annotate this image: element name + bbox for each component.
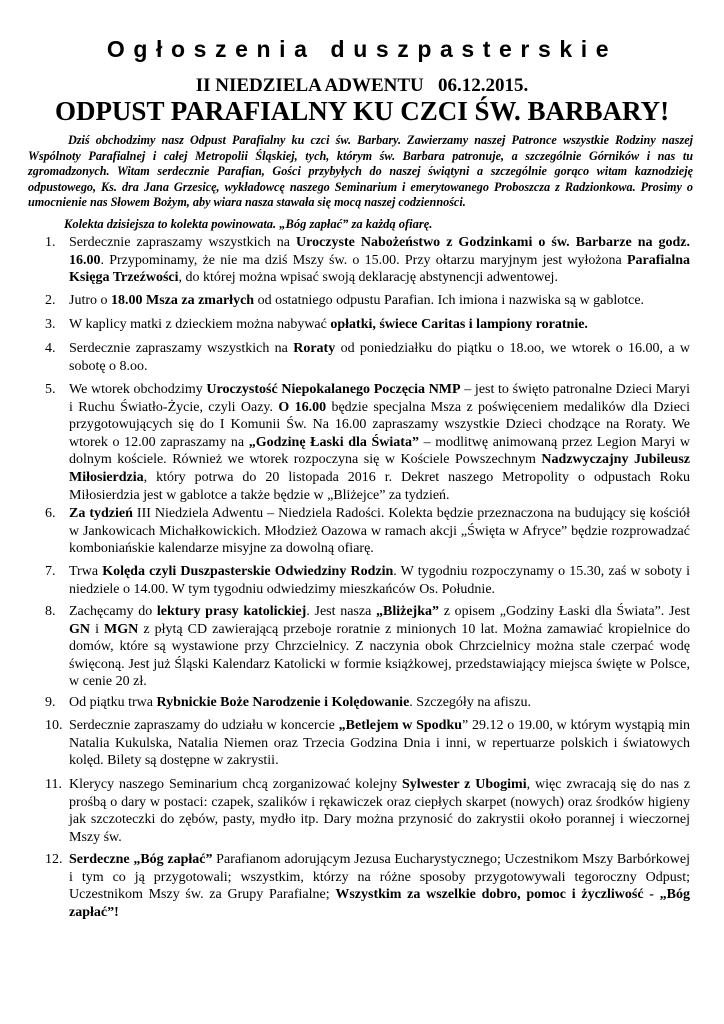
item-text <box>69 776 690 846</box>
body-text: Parafianom adorującym Jezusa Eucharystycznego; Uczestnikom Mszy Barbórkowej i tym co ją przygotowali; wszystkim, którzy na różne sposoby przygotowywali tegoroczny Odpust; Uczestnikom Mszy św. za Grupy Parafialne; <box>69 852 691 903</box>
emphasis-text: Parafialna Księga Trzeźwości <box>69 252 690 286</box>
item-number: 5. <box>45 382 56 397</box>
item-text <box>69 316 690 334</box>
body-text: – modlitwę animowaną przez Legion Maryi w dolnym kościele. Również we wtorek rozpoczyna się w Kościele Powszechnym <box>69 434 690 468</box>
body-text: – jest to święto patronalne Dzieci Maryi i Ruchu Światło-Życie, czyli Oazy. <box>69 382 691 415</box>
body-text: z opisem „Godziny Łaski dla Świata”. Jest <box>439 604 690 619</box>
body-text: i <box>90 621 105 637</box>
emphasis-text: Uroczystość Niepokalanego Poczęcia NMP <box>206 382 461 397</box>
item-text <box>69 851 690 921</box>
emphasis-text: „Godzinę Łaski dla Świata” <box>248 434 419 450</box>
headline: ODPUST PARAFIALNY KU CZCI ŚW. BARBARY! <box>54 96 670 126</box>
item-number: 8. <box>45 604 56 619</box>
collection-note: Kolekta dzisiejsza to kolekta powinowata. „Bóg zapłać” za każdą ofiarę. <box>64 217 433 231</box>
emphasis-text: Uroczyste Nabożeństwo z Godzinkami o św. Barbarze na godz. 16.00 <box>69 235 691 268</box>
body-text: Trwa <box>69 564 103 579</box>
item-text <box>69 505 690 558</box>
emphasis-text: MGN <box>104 621 139 637</box>
item-number: 3. <box>45 317 56 332</box>
body-text: ” 29.12 o 19.00, w którym wystąpią min Natalia Kukulska, Natalia Niemen oraz Trzecia Godzina Dnia i inni, w repertuarze polskich i światowych kolęd. Bilety są dostępne w zakrystii. <box>69 718 690 769</box>
body-text: Od piątku trwa <box>69 695 157 710</box>
item-number: 2. <box>45 293 56 308</box>
item-text <box>69 694 690 712</box>
announcement-item <box>45 717 690 770</box>
item-number: 4. <box>45 341 56 356</box>
body-text: W kaplicy matki z dzieckiem można nabywać <box>69 317 331 332</box>
body-text: od poniedziałku do piątku o 18.oo, we wtorek o 16.00, a w sobotę o 8.oo. <box>69 341 691 374</box>
item-number: 12. <box>45 852 63 867</box>
emphasis-text: 18.00 Msza za zmarłych <box>111 293 255 308</box>
body-text: Zachęcamy do <box>69 604 157 619</box>
emphasis-text: „Bliżejka” <box>376 604 439 619</box>
announcement-item <box>45 694 690 712</box>
emphasis-text: Roraty <box>293 341 336 356</box>
announcement-item <box>45 234 690 287</box>
body-text: , więc zwracają się do nas z prośbą o dary w postaci: czapek, szalików i rękawiczek oraz ciepłych skarpet (nowych) oraz środków higieny jak szczoteczki do zębów, pasty, mydło itp. Dary można przynosić do zakrystii około porannej i wieczornej Mszy św. <box>69 777 690 845</box>
item-text <box>69 340 690 375</box>
item-text <box>69 292 690 310</box>
item-text <box>69 234 690 287</box>
emphasis-text: O 16.00 <box>278 399 327 415</box>
announcement-item <box>45 381 690 504</box>
emphasis-text: GN <box>69 621 90 637</box>
item-text <box>69 717 690 770</box>
emphasis-text: Rybnickie Boże Narodzenie i Kolędowanie <box>156 695 410 710</box>
body-text: , który potrwa do 20 listopada 2016 r. Dekret naszego Metropolity o odpustach Roku Miłosierdzia jest w gablotce a także będzie w „Bliżejce” za tydzień. <box>69 469 690 503</box>
body-text: , do której można wpisać swoją deklarację abstynencji adwentowej. <box>178 270 558 286</box>
announcement-item <box>45 505 690 558</box>
body-text: Klerycy naszego Seminarium chcą zorganizować kolejny <box>69 777 403 792</box>
body-text: z płytą CD zawierającą przeboje roratnie z minionych 10 lat. Można zamawiać kropielnice do domów, które są wystawione przy Chrzcielnicy. Z naczynia obok Chrzcielnicy można stale czerpać wodę święconą. Jest już Śląski Kalendarz Katolicki w formie książkowej, przedstawiający miejsca święte w Polsce, w cenie 20 zł. <box>69 621 691 690</box>
announcement-item <box>45 563 690 598</box>
item-text <box>69 381 690 504</box>
emphasis-text: Wszystkim za wszelkie dobro, pomoc i życzliwość - „Bóg zapłać”! <box>69 887 690 920</box>
announcement-item <box>45 340 690 375</box>
body-text: Serdecznie zapraszamy wszystkich na <box>69 235 296 250</box>
emphasis-text: Kolęda czyli Duszpasterskie Odwiedziny Rodzin <box>102 564 394 579</box>
body-text: III Niedziela Adwentu – Niedziela Radości. Kolekta będzie przeznaczona na budujący się kościół w Jankowicach Michałkowickich. Młodzież Oazowa w ramach akcji „Święta w Afryce” będzie rozprowadzać komboniańskie kalendarze misyjne za dowolną ofiarę. <box>69 506 690 557</box>
body-text: . Jest nasza <box>306 604 376 619</box>
body-text: będzie specjalna Msza z poświęceniem medalików dla Dzieci przygotowujących się do I Komunii Św. Na 16.00 zapraszamy wszystkie Dzieci chodzące na Roraty. We wtorek o 12.00 zapraszamy na <box>69 399 691 450</box>
emphasis-text: opłatki, świece Caritas i lampiony roratnie. <box>330 317 588 332</box>
body-text: . Przypominamy, że nie ma dziś Mszy św. o 15.00. Przy ołtarzu maryjnym jest wyłożona <box>100 252 627 268</box>
body-text: Serdecznie zapraszamy wszystkich na <box>69 341 294 356</box>
body-text: Jutro o <box>69 293 111 308</box>
announcement-item <box>45 316 690 334</box>
item-text <box>69 563 690 598</box>
item-number: 1. <box>45 235 56 250</box>
item-number: 11. <box>45 777 62 792</box>
body-text: . Szczegóły na afiszu. <box>409 695 531 710</box>
body-text: Serdecznie zapraszamy do udziału w koncercie <box>69 718 339 733</box>
announcement-item <box>45 851 690 921</box>
item-number: 10. <box>45 718 63 733</box>
item-number: 6. <box>45 506 56 521</box>
intro-paragraph: Dziś obchodzimy nasz Odpust Parafialny ku czci św. Barbary. Zawierzamy naszej Patronce wszystkie Rodziny naszej Wspólnoty Parafialnej i całej Metropolii Śląskiej, tych, którym św. Barbara patronuje, a szczególnie Górników i nas tu zgromadzonych. Witam serdecznie Parafian, Gości przybyłych do naszej świątyni a szczególnie gorąco witam kaznodzieję odpustowego, Ks. dra Jana Grzesicę, wykładowcę naszego Seminarium i emerytowanego Proboszcza z Radzionkowa. Prosimy o umocnienie nas Słowem Bożym, aby wiara nasza stawała się mocą naszej codzienności. <box>28 133 693 210</box>
body-text: od ostatniego odpustu Parafian. Ich imiona i nazwiska są w gablotce. <box>254 293 645 308</box>
announcement-item <box>45 776 690 846</box>
emphasis-text: Serdeczne „Bóg zapłać” <box>69 852 213 867</box>
emphasis-text: „Betlejem w Spodku <box>338 718 463 733</box>
page-title: Ogłoszenia duszpasterskie <box>106 36 618 62</box>
item-number: 9. <box>45 695 56 710</box>
body-text: We wtorek obchodzimy <box>69 382 207 397</box>
body-text: . W tygodniu rozpoczynamy o 15.30, zaś w soboty i niedziele o 14.00. W tym tygodniu odwiedzimy mieszkańców Os. Południe. <box>69 564 691 597</box>
emphasis-text: Sylwester z Ubogimi <box>402 777 527 792</box>
emphasis-text: Nadzwyczajny Jubileusz Miłosierdzia <box>69 452 690 485</box>
emphasis-text: lektury prasy katolickiej <box>156 604 307 619</box>
item-text <box>69 603 690 691</box>
page-subtitle: II NIEDZIELA ADWENTU 06.12.2015. <box>195 75 529 96</box>
announcement-item <box>45 603 690 691</box>
item-number: 7. <box>45 564 56 579</box>
emphasis-text: Za tydzień <box>69 506 133 521</box>
announcement-item <box>45 292 690 310</box>
